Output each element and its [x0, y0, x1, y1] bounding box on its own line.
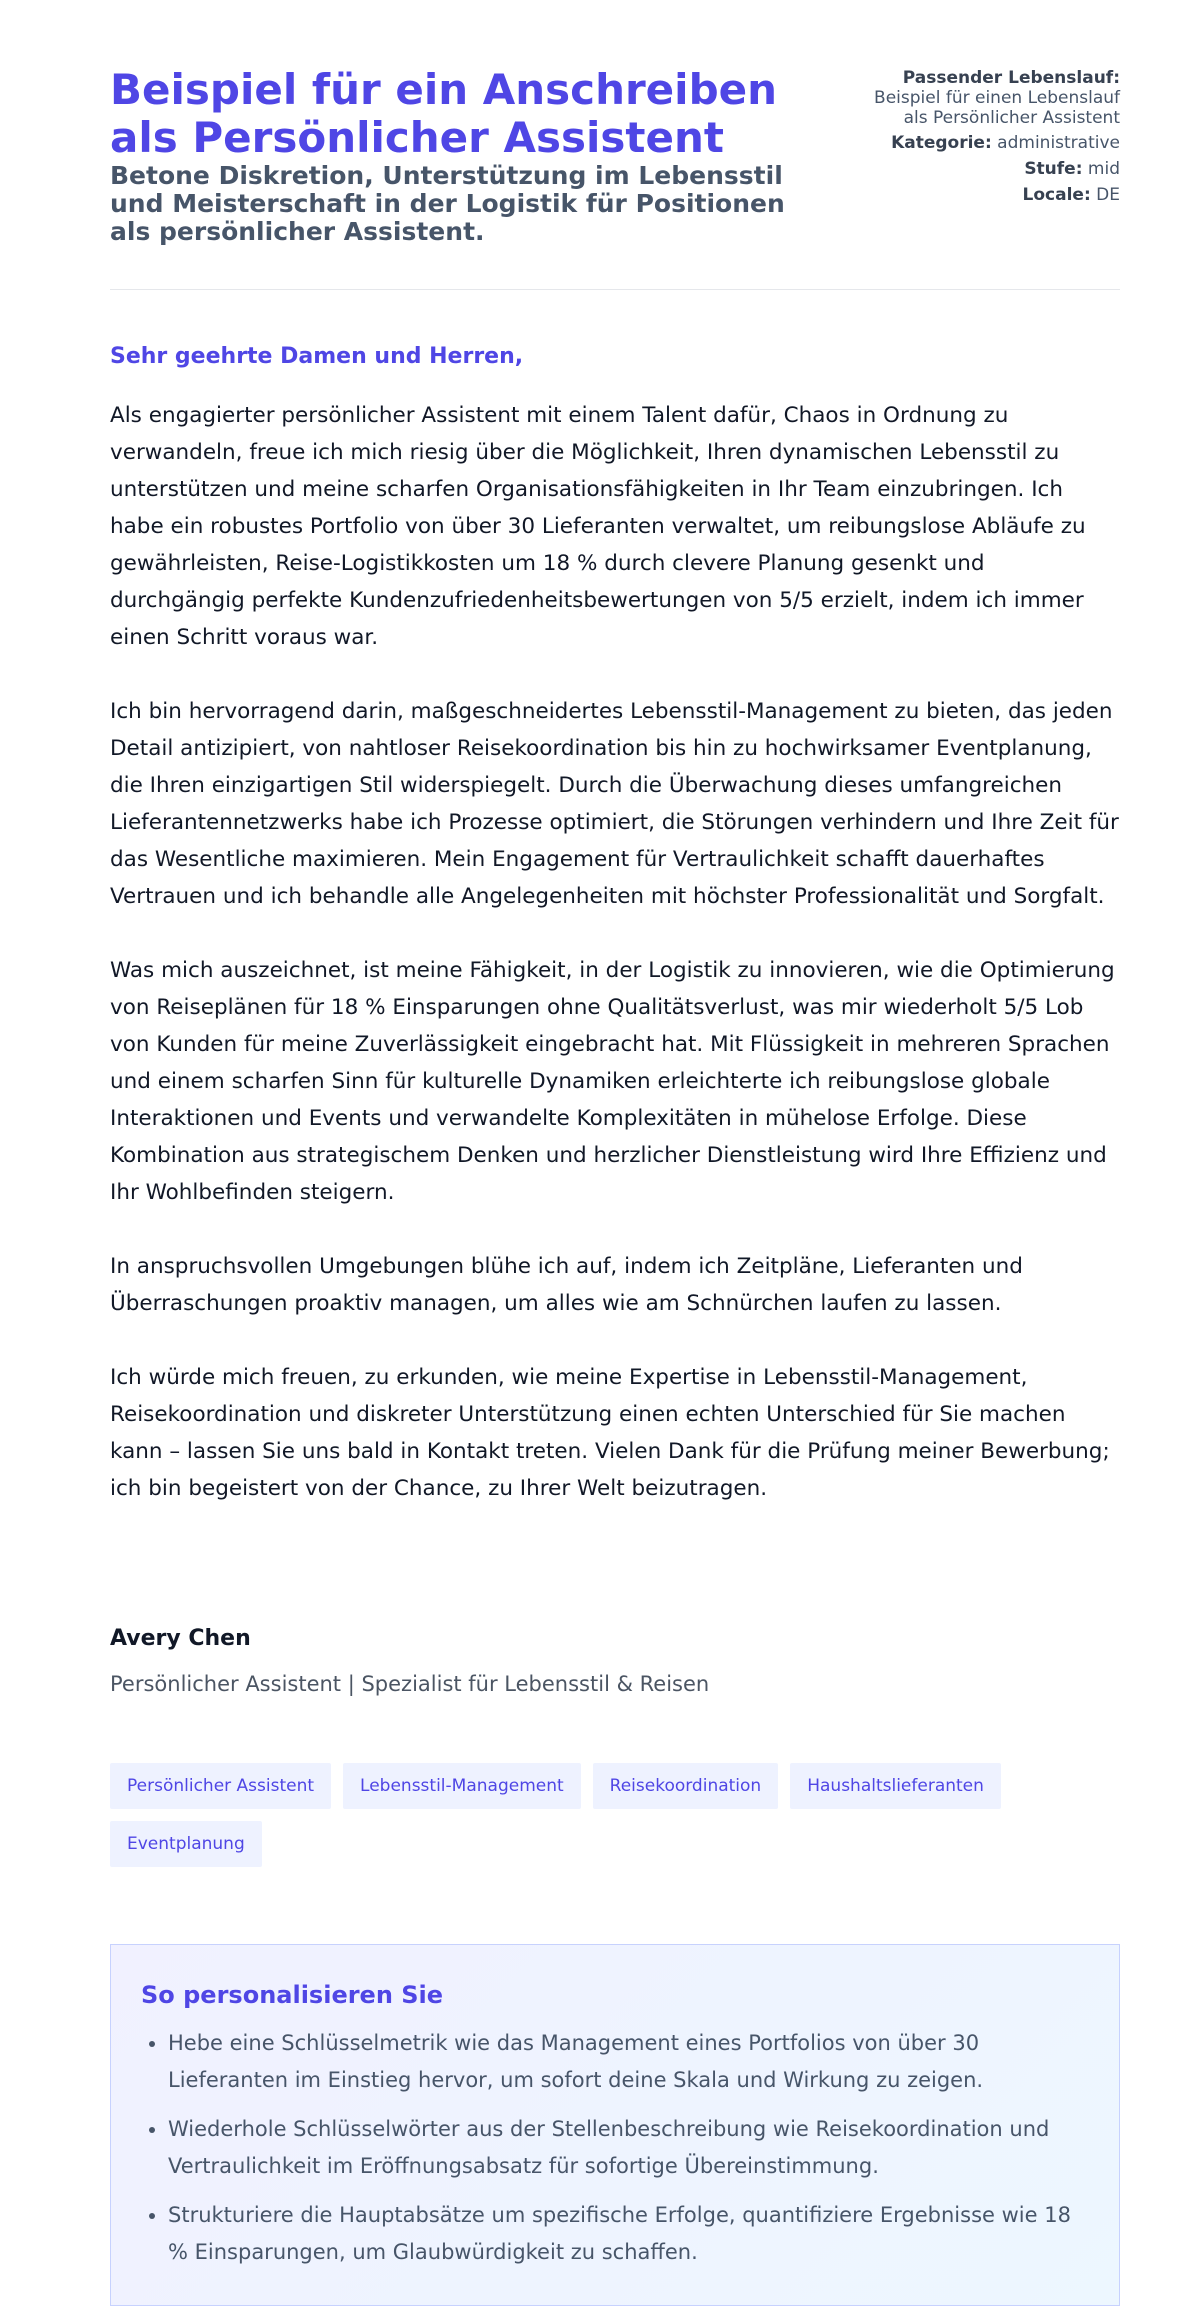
letter-paragraph-5: Ich würde mich freuen, zu erkunden, wie meine Expertise in Lebensstil-Management, Reisekoordination und diskreter Unterstützung einen echten Unterschied für Sie machen kann – lassen Sie uns bald in Kontakt treten. Vielen Dank für die Prüfung meiner Bewerbung; ich bin begeistert von der Chance, zu Ihrer Welt beizutragen.: [110, 1365, 1110, 1501]
tag-personal-assistant: Persönlicher Assistent: [110, 1763, 331, 1809]
level-value: mid: [1087, 159, 1120, 179]
locale-meta: [820, 185, 1120, 205]
meta-panel: [820, 68, 1120, 211]
letter-paragraph-1: Als engagierter persönlicher Assistent mit einem Talent dafür, Chaos in Ordnung zu verwandeln, freue ich mich riesig über die Möglichkeit, Ihren dynamischen Lebensstil zu unterstützen und meine scharfen Organisationsfähigkeiten in Ihr Team einzubringen. Ich habe ein robustes Portfolio von über 30 Lieferanten verwaltet, um reibungslose Abläufe zu gewährleisten, Reise-Logistikkosten um 18 % durch clevere Planung gesenkt und durchgängig perfekte Kundenzufriedenheitsbewertungen von 5/5 erzielt, indem ich immer einen Schritt voraus war.: [110, 403, 1086, 650]
matching-resume-value-line-2: als Persönlicher Assistent: [903, 108, 1120, 128]
page-header: [110, 66, 1120, 250]
locale-label: Locale:: [1022, 185, 1091, 205]
matching-resume-label: Passender Lebenslauf:: [902, 68, 1120, 88]
tag-event-planning: Eventplanung: [110, 1821, 262, 1867]
locale-value: DE: [1096, 185, 1120, 205]
letter-paragraph-3: Was mich auszeichnet, ist meine Fähigkeit, in der Logistik zu innovieren, wie die Optimierung von Reiseplänen für 18 % Einsparungen ohne Qualitätsverlust, was mir wiederholt 5/5 Lob von Kunden für meine Zuverlässigkeit eingebracht hat. Mit Flüssigkeit in mehreren Sprachen und einem scharfen Sinn für kulturelle Dynamiken erleichterte ich reibungslose globale Interaktionen und Events und verwandelte Komplexitäten in mühelose Erfolge. Diese Kombination aus strategischem Denken und herzlicher Dienstleistung wird Ihre Effizienz und Ihr Wohlbefinden steigern.: [110, 958, 1115, 1205]
signature-role: Persönlicher Assistent | Spezialist für Lebensstil & Reisen: [110, 1672, 710, 1696]
level-meta: [820, 159, 1120, 179]
tip-item-2: • Wiederhole Schlüsselwörter aus der Stellenbeschreibung wie Reisekoordination und Vertraulichkeit im Eröffnungsabsatz für sofortige Übereinstimmung.: [168, 2111, 1089, 2185]
signature-name: Avery Chen: [110, 1626, 251, 1651]
tag-household-vendors: Haushaltslieferanten: [790, 1763, 1001, 1809]
page-subtitle: Betone Diskretion, Unterstützung im Lebensstil und Meisterschaft in der Logistik für Positionen als persönlicher Assistent.: [110, 161, 785, 246]
page-title: Beispiel für ein Anschreiben als Persönlicher Assistent: [110, 65, 778, 162]
tips-list: [141, 2025, 1089, 2271]
tips-title: So personalisieren Sie: [141, 1981, 444, 2009]
letter-paragraph-2: Ich bin hervorragend darin, maßgeschneidertes Lebensstil-Management zu bieten, das jeden Detail antizipiert, von nahtloser Reisekoordination bis hin zu hochwirksamer Eventplanung, die Ihren einzigartigen Stil widerspiegelt. Durch die Überwachung dieses umfangreichen Lieferantennetzwerks habe ich Prozesse optimiert, die Störungen verhindern und Ihre Zeit für das Wesentliche maximieren. Mein Engagement für Vertraulichkeit schafft dauerhaftes Vertrauen und ich behandle alle Angelegenheiten mit höchster Professionalität und Sorgfalt.: [110, 699, 1119, 909]
matching-resume-meta: [820, 68, 1120, 128]
level-label: Stufe:: [1024, 159, 1083, 179]
tip-item-1: • Hebe eine Schlüsselmetrik wie das Management eines Portfolios von über 30 Lieferanten im Einstieg hervor, um sofort deine Skala und Wirkung zu zeigen.: [168, 2025, 1089, 2099]
matching-resume-value-line-1: Beispiel für einen Lebenslauf: [874, 88, 1120, 108]
category-value: administrative: [997, 133, 1120, 153]
skill-tags: [110, 1763, 1120, 1867]
tag-lifestyle-management: Lebensstil-Management: [343, 1763, 581, 1809]
header-divider: [110, 289, 1120, 290]
tag-travel-coordination: Reisekoordination: [593, 1763, 779, 1809]
letter-body: [110, 397, 1120, 1507]
category-meta: [820, 133, 1120, 153]
letter-salutation: Sehr geehrte Damen und Herren,: [110, 344, 524, 369]
category-label: Kategorie:: [891, 133, 992, 153]
letter-paragraph-4: In anspruchsvollen Umgebungen blühe ich auf, indem ich Zeitpläne, Lieferanten und Überraschungen proaktiv managen, um alles wie am Schnürchen laufen zu lassen.: [110, 1254, 1023, 1316]
tip-item-3: • Strukturiere die Hauptabsätze um spezifische Erfolge, quantifiziere Ergebnisse wie 18 % Einsparungen, um Glaubwürdigkeit zu schaffen.: [168, 2197, 1089, 2271]
personalization-tips: [110, 1944, 1120, 2306]
